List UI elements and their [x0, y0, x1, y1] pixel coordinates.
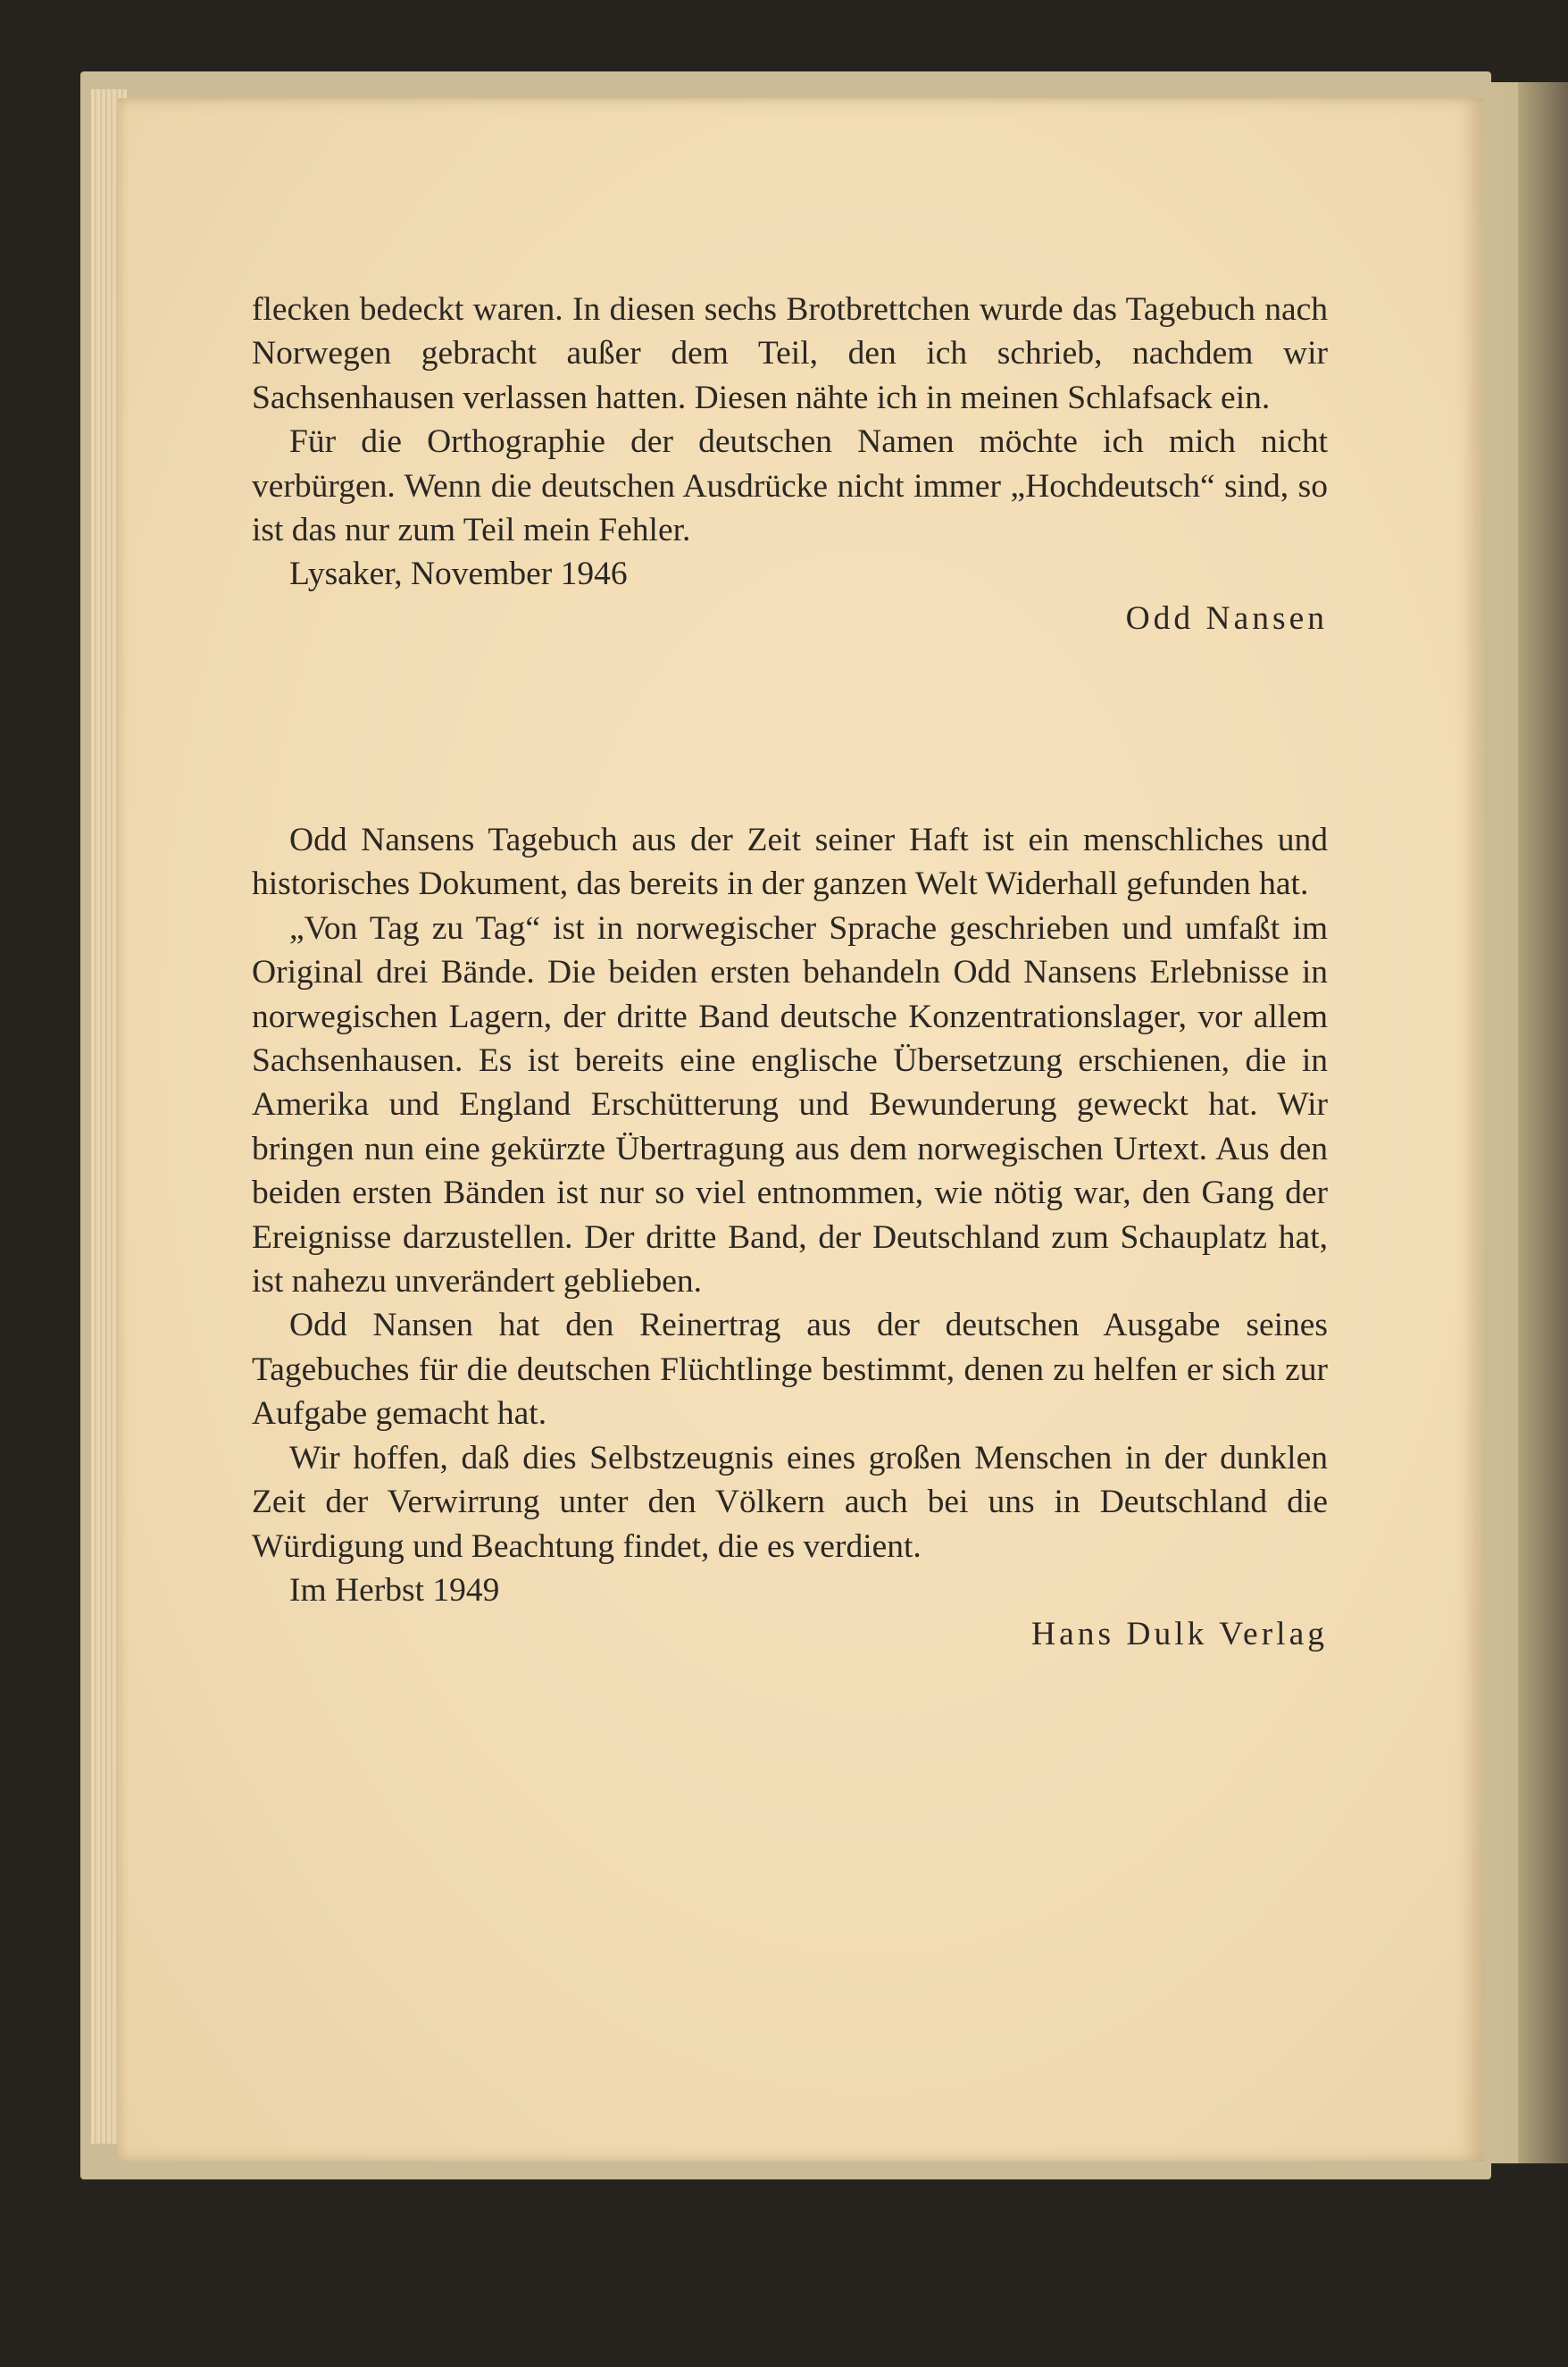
- paragraph: Odd Nansen hat den Reinertrag aus der deutschen Ausgabe seines Tagebuches für die deutschen Flüchtlinge bestimmt, denen zu helfen er sich zur Aufgabe gemacht hat.: [252, 1307, 1328, 1433]
- publisher-note: [252, 818, 1328, 1657]
- paragraph: „Von Tag zu Tag“ ist in norwegischer Sprache geschrieben und umfaßt im Original drei Bände. Die beiden ersten behandeln Odd Nansens Erlebnisse in norwegischen Lagern, der dritte Band deutsche Konzentrationslager, vor allem Sachsenhausen. Es ist bereits eine englische Übersetzung erschienen, die in Amerika und England Erschütterung und Bewunderung geweckt hat. Wir bringen nun eine gekürzte Übertragung aus dem norwegischen Urtext. Aus den beiden ersten Bänden ist nur so viel entnommen, wie nötig war, den Gang der Ereignisse darzustellen. Der dritte Band, der Deutschland zum Schauplatz hat, ist nahezu unverändert geblieben.: [252, 909, 1328, 1301]
- place-date: Im Herbst 1949: [289, 1571, 500, 1609]
- book-spine-shadow: [1518, 82, 1568, 2163]
- paragraph: Wir hoffen, daß dies Selbstzeugnis eines großen Menschen in der dunklen Zeit der Verwirrung unter den Völkern auch bei uns in Deutschland die Würdigung und Beachtung findet, die es verdient.: [252, 1439, 1328, 1565]
- publisher-signature: Hans Dulk Verlag: [1030, 1616, 1328, 1653]
- paragraph: flecken bedeckt waren. In diesen sechs Brotbrettchen wurde das Tagebuch nach Norwegen gebracht außer dem Teil, den ich schrieb, nachdem wir Sachsenhausen verlassen hatten. Diesen nähte ich in meinen Schlafsack ein.: [252, 291, 1328, 416]
- paragraph: Für die Orthographie der deutschen Namen möchte ich mich nicht verbürgen. Wenn die deutschen Ausdrücke nicht immer „Hochdeutsch“ sind, so ist das nur zum Teil mein Fehler.: [252, 423, 1328, 549]
- author-signature: Odd Nansen: [1125, 599, 1328, 637]
- author-afterword: [252, 288, 1328, 640]
- paragraph: Odd Nansens Tagebuch aus der Zeit seiner Haft ist ein menschliches und historisches Dokument, das bereits in der ganzen Welt Widerhall gefunden hat.: [252, 822, 1328, 903]
- place-date: Lysaker, November 1946: [289, 556, 628, 593]
